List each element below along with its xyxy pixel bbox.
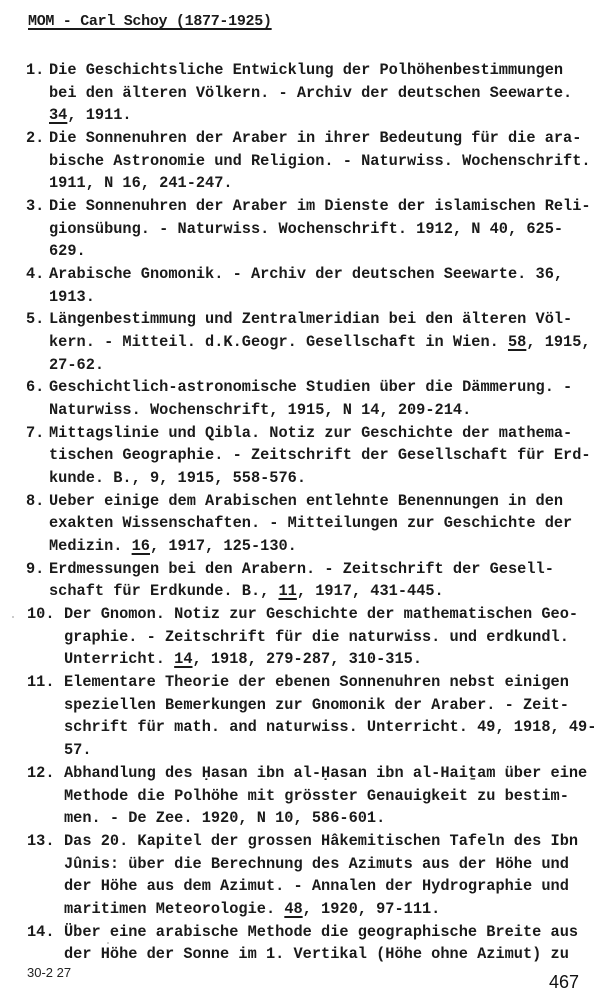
entry-text-segment: Das 20. Kapitel der grossen Hâkemitischen Tafeln des Ibn: [64, 831, 579, 850]
bibliography-entry: [0, 376, 607, 421]
entry-line: [64, 830, 607, 853]
entry-text-segment: Die Sonnenuhren der Araber in ihrer Bedeutung für die ara-: [49, 129, 582, 148]
entry-text-segment: Längenbestimmung und Zentralmeridian bei den älteren Völ-: [49, 310, 573, 329]
entry-number: 11.: [27, 673, 55, 692]
entry-text-segment: men. - De Zee. 1920, N 10, 586-601.: [64, 809, 386, 828]
page-number: 467: [548, 972, 579, 992]
entry-line: [64, 807, 607, 830]
entry-text-segment: exakten Wissenschaften. - Mitteilungen zur Geschichte der: [49, 514, 573, 533]
entry-line: [64, 626, 607, 649]
entry-line: [49, 104, 607, 127]
entry-line: [64, 603, 607, 626]
entry-text-segment: , 1915,: [526, 333, 591, 352]
entry-line: [49, 195, 607, 218]
entry-text-segment: kern. - Mitteil. d.K.Geogr. Gesellschaft in Wien.: [49, 333, 508, 352]
entry-text-segment: Der Gnomon. Notiz zur Geschichte der mathematischen Geo-: [64, 605, 579, 624]
entry-number: 3.: [26, 197, 45, 216]
entry-line: [49, 127, 607, 150]
entry-number: 4.: [26, 265, 45, 284]
entry-text-segment: Die Geschichtsliche Entwicklung der Polhöhenbestimmungen: [49, 61, 564, 79]
entry-text-segment: Arabische Gnomonik. - Archiv der deutschen Seewarte. 36,: [49, 265, 564, 284]
entry-text-segment: Unterricht.: [64, 650, 175, 669]
entry-text-segment: der Höhe der Sonne im 1. Vertikal (Höhe ohne Azimut) zu: [64, 945, 569, 964]
volume-number: 34: [49, 106, 68, 125]
entry-line: [49, 218, 607, 241]
entry-line: [64, 762, 607, 785]
entry-text-segment: Die Sonnenuhren der Araber im Dienste der islamischen Reli-: [49, 197, 591, 216]
document-header: MOM - Carl Schoy (1877-1925): [28, 13, 272, 30]
entry-text-segment: Über eine arabische Methode die geographische Breite aus: [64, 922, 579, 941]
entry-text: [49, 127, 607, 195]
entry-number: 8.: [26, 491, 45, 510]
entry-text-segment: Methode die Polhöhe mit grösster Genauigkeit zu bestim-: [64, 786, 569, 805]
entry-text: [49, 59, 607, 127]
entry-number: 9.: [26, 559, 45, 578]
bibliography-entry: [0, 127, 607, 195]
entry-text: [49, 263, 607, 308]
entry-text-segment: gionsübung. - Naturwiss. Wochenschrift. 1912, N 40, 625-: [49, 219, 564, 238]
entry-text-segment: bische Astronomie und Religion. - Naturwiss. Wochenschrift.: [49, 151, 591, 170]
entry-line: [49, 286, 607, 309]
entry-text-segment: 1913.: [49, 287, 95, 306]
bibliography-entry: [0, 195, 607, 263]
entry-line: [49, 150, 607, 173]
entry-line: [49, 490, 607, 513]
bibliography-entry: [0, 603, 607, 671]
entry-text: [49, 558, 607, 603]
entry-number: 1.: [26, 61, 45, 79]
entry-line: [64, 875, 607, 898]
entry-text-segment: , 1917, 431-445.: [296, 582, 444, 601]
entry-text-segment: , 1920, 97-111.: [302, 899, 441, 918]
bibliography-entry: [0, 671, 607, 762]
entry-text-segment: graphie. - Zeitschrift für die naturwiss. und erdkundl.: [64, 627, 569, 646]
volume-number: 14: [174, 650, 193, 669]
entry-line: [64, 898, 607, 921]
entry-text: [64, 762, 607, 830]
entry-text-segment: 57.: [64, 741, 92, 760]
entry-text: [64, 671, 607, 762]
entry-number: 6.: [26, 378, 45, 397]
entry-line: [49, 354, 607, 377]
entry-text-segment: Elementare Theorie der ebenen Sonnenuhren nebst einigen: [64, 673, 569, 692]
volume-number: 48: [284, 899, 303, 918]
entry-text: [64, 830, 607, 921]
entry-line: [49, 82, 607, 105]
entry-line: [64, 648, 607, 671]
entry-text-segment: , 1911.: [67, 106, 132, 125]
entry-text-segment: Erdmessungen bei den Arabern. - Zeitschrift der Gesell-: [49, 559, 554, 578]
entry-line: [49, 535, 607, 558]
scan-speck: [12, 616, 14, 618]
entry-number: 7.: [26, 423, 45, 442]
entry-text-segment: maritimen Meteorologie.: [64, 899, 285, 918]
entry-line: [64, 671, 607, 694]
entry-line: [49, 59, 607, 82]
entry-line: [49, 376, 607, 399]
entry-line: [49, 399, 607, 422]
bibliography-entry: [0, 830, 607, 921]
entry-text-segment: schaft für Erdkunde. B.,: [49, 582, 279, 601]
volume-number: 11: [278, 582, 297, 601]
entry-text-segment: 629.: [49, 242, 86, 261]
entry-text-segment: Jûnis: über die Berechnung des Azimuts aus der Höhe und: [64, 854, 569, 873]
entry-line: [64, 921, 607, 944]
entry-number: 5.: [26, 310, 45, 329]
entry-text-segment: Abhandlung des Ḥasan ibn al-Ḥasan ibn al-Haiṯam über eine: [64, 763, 588, 782]
footer-code: 30-2 27: [27, 965, 72, 980]
entry-text: [64, 603, 607, 671]
bibliography-entry: [0, 490, 607, 558]
entry-line: [49, 308, 607, 331]
entry-line: [49, 331, 607, 354]
entry-text-segment: Medizin.: [49, 537, 132, 556]
bibliography-entry: [0, 762, 607, 830]
entry-text-segment: Mittagslinie und Qibla. Notiz zur Geschichte der mathema-: [49, 423, 573, 442]
bibliography-entry: [0, 263, 607, 308]
bibliography-entry: [0, 59, 607, 127]
entry-line: [64, 694, 607, 717]
entry-text-segment: speziellen Bemerkungen zur Gnomonik der Araber. - Zeit-: [64, 695, 569, 714]
entry-line: [49, 467, 607, 490]
entry-text-segment: 1911, N 16, 241-247.: [49, 174, 233, 193]
entry-text: [49, 308, 607, 376]
entry-text: [49, 422, 607, 490]
entry-line: [64, 785, 607, 808]
entry-line: [49, 422, 607, 445]
bibliography-entry: [0, 558, 607, 603]
bibliography-entry: [0, 308, 607, 376]
entry-number: 10.: [27, 605, 55, 624]
volume-number: 16: [131, 537, 150, 556]
entry-line: [49, 444, 607, 467]
entry-line: [49, 580, 607, 603]
entry-line: [49, 263, 607, 286]
entry-line: [49, 172, 607, 195]
entry-number: 12.: [27, 763, 55, 782]
scan-speck: [107, 942, 109, 944]
entry-line: [49, 240, 607, 263]
entry-line: [49, 558, 607, 581]
volume-number: 58: [507, 333, 527, 352]
entry-line: [49, 512, 607, 535]
bibliography-list: [0, 59, 607, 966]
entry-text-segment: , 1917, 125-130.: [149, 537, 297, 556]
entry-text: [49, 376, 607, 421]
bibliography-entry: [0, 422, 607, 490]
entry-text: [64, 921, 607, 966]
entry-line: [64, 716, 607, 739]
entry-line: [64, 943, 607, 966]
entry-number: 13.: [27, 831, 55, 850]
entry-text: [49, 490, 607, 558]
entry-text-segment: der Höhe aus dem Azimut. - Annalen der Hydrographie und: [64, 877, 569, 896]
entry-text-segment: 27-62.: [49, 355, 105, 374]
entry-text: [49, 195, 607, 263]
entry-number: 14.: [27, 922, 55, 941]
entry-text-segment: schrift für math. and naturwiss. Unterricht. 49, 1918, 49-: [64, 718, 597, 737]
entry-text-segment: tischen Geographie. - Zeitschrift der Gesellschaft für Erd-: [49, 446, 591, 465]
entry-number: 2.: [26, 129, 45, 148]
entry-text-segment: , 1918, 279-287, 310-315.: [192, 650, 423, 669]
bibliography-entry: [0, 921, 607, 966]
entry-text-segment: Naturwiss. Wochenschrift, 1915, N 14, 209-214.: [49, 401, 472, 420]
entry-line: [64, 853, 607, 876]
entry-text-segment: kunde. B., 9, 1915, 558-576.: [49, 469, 307, 488]
entry-line: [64, 739, 607, 762]
entry-text-segment: Ueber einige dem Arabischen entlehnte Benennungen in den: [49, 491, 564, 510]
entry-text-segment: bei den älteren Völkern. - Archiv der deutschen Seewarte.: [49, 83, 573, 102]
entry-text-segment: Geschichtlich-astronomische Studien über die Dämmerung. -: [49, 378, 573, 397]
